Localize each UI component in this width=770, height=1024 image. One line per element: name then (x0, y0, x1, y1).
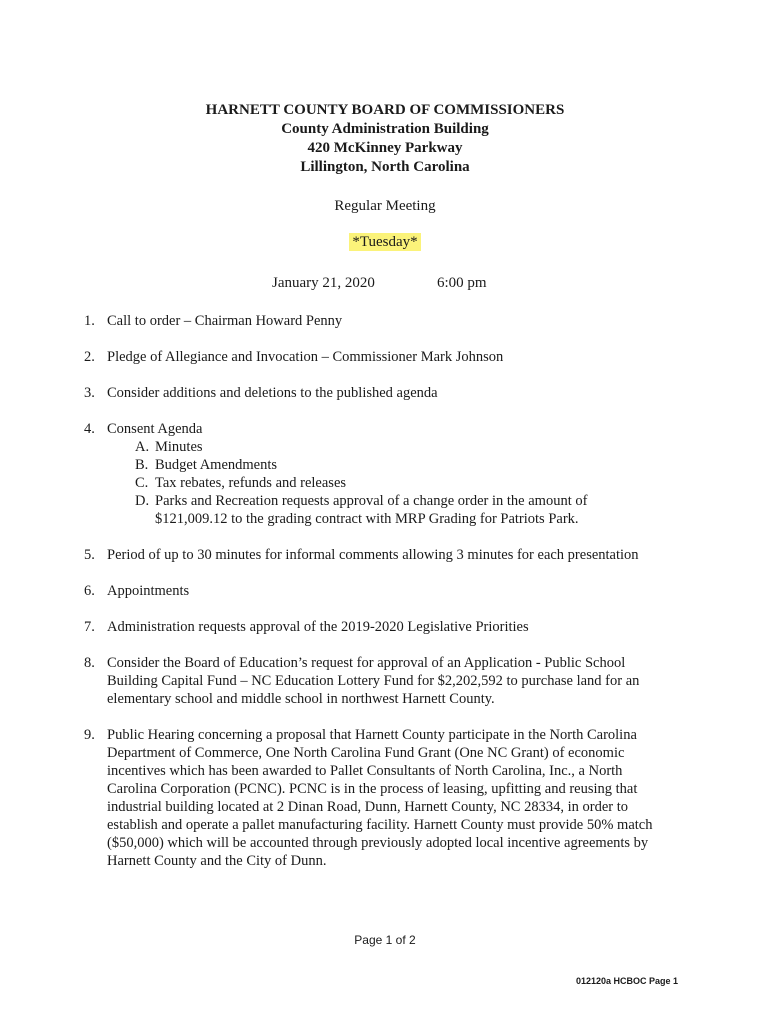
consent-item (135, 492, 654, 528)
agenda-item-number: 4. (84, 421, 95, 437)
agenda-item (84, 726, 654, 870)
agenda-item (84, 420, 654, 528)
consent-item (135, 438, 654, 456)
agenda-item-number: 9. (84, 727, 95, 743)
document-id-stamp: 012120a HCBOC Page 1 (575, 976, 678, 986)
consent-item-text: Budget Amendments (155, 457, 278, 473)
consent-item (135, 474, 654, 492)
building-name: County Administration Building (281, 121, 489, 137)
agenda-list (84, 312, 654, 870)
board-name: HARNETT COUNTY BOARD OF COMMISSIONERS (205, 102, 565, 118)
consent-item-text: Tax rebates, refunds and releases (155, 475, 347, 491)
consent-item-text: Minutes (155, 439, 203, 455)
agenda-item-text: Public Hearing concerning a proposal that Harnett County participate in the North Carolina Department of Commerce, One North Carolina Fund Grant (One NC Grant) of economic incentives which has been awarded to Pallet Consultants of North Carolina, Inc., a North Carolina Corporation (PCNC). PCNC is in the process of leasing, upfitting and reusing that industrial building located at 2 Dinan Road, Dunn, Harnett County, NC 28334, in order to establish and operate a pallet manufacturing facility. Harnett County must provide 50% match ($50,000) which will be accounted through previously adopted local incentive agreements by Harnett County and the City of Dunn. (107, 727, 653, 869)
agenda-item (84, 546, 654, 564)
agenda-item (84, 654, 654, 708)
document-header (0, 101, 770, 177)
consent-agenda-list (107, 438, 654, 528)
agenda-item-number: 8. (84, 655, 95, 671)
agenda-item-text: Administration requests approval of the 2019-2020 Legislative Priorities (107, 619, 529, 635)
city-state: Lillington, North Carolina (300, 159, 470, 175)
agenda-item-number: 3. (84, 385, 95, 401)
meeting-date: January 21, 2020 (272, 275, 375, 291)
agenda-item-text: Consent Agenda (107, 421, 203, 437)
consent-item (135, 456, 654, 474)
meeting-day-highlight: *Tuesday* (349, 233, 420, 251)
meeting-day-line (0, 234, 770, 251)
agenda-item-text: Period of up to 30 minutes for informal comments allowing 3 minutes for each presentation (107, 547, 639, 563)
street-address: 420 McKinney Parkway (307, 140, 463, 156)
agenda-item (84, 384, 654, 402)
page-number: Page 1 of 2 (354, 933, 416, 947)
consent-item-text: Parks and Recreation requests approval of a change order in the amount of $121,009.12 to the grading contract with MRP Grading for Patriots Park. (155, 493, 588, 527)
agenda-item-text: Consider additions and deletions to the published agenda (107, 385, 438, 401)
agenda-item (84, 312, 654, 330)
meeting-type: Regular Meeting (334, 198, 436, 214)
agenda-item-number: 5. (84, 547, 95, 563)
consent-item-letter: C. (135, 475, 149, 491)
agenda-item (84, 618, 654, 636)
agenda-item-number: 2. (84, 349, 95, 365)
agenda-item (84, 582, 654, 600)
agenda-item-number: 7. (84, 619, 95, 635)
agenda-item-text: Consider the Board of Education’s request for approval of an Application - Public School Building Capital Fund – NC Education Lottery Fund for $2,202,592 to purchase land for an elementary school and middle school in northwest Harnett County. (107, 655, 640, 707)
agenda-item-number: 6. (84, 583, 95, 599)
agenda-item-text: Call to order – Chairman Howard Penny (107, 313, 343, 329)
consent-item-letter: B. (135, 457, 149, 473)
agenda-item (84, 348, 654, 366)
meeting-time: 6:00 pm (437, 275, 487, 291)
agenda-item-text: Pledge of Allegiance and Invocation – Commissioner Mark Johnson (107, 349, 504, 365)
agenda-item-text: Appointments (107, 583, 190, 599)
consent-item-letter: D. (135, 493, 150, 509)
consent-item-letter: A. (135, 439, 150, 455)
agenda-item-number: 1. (84, 313, 95, 329)
